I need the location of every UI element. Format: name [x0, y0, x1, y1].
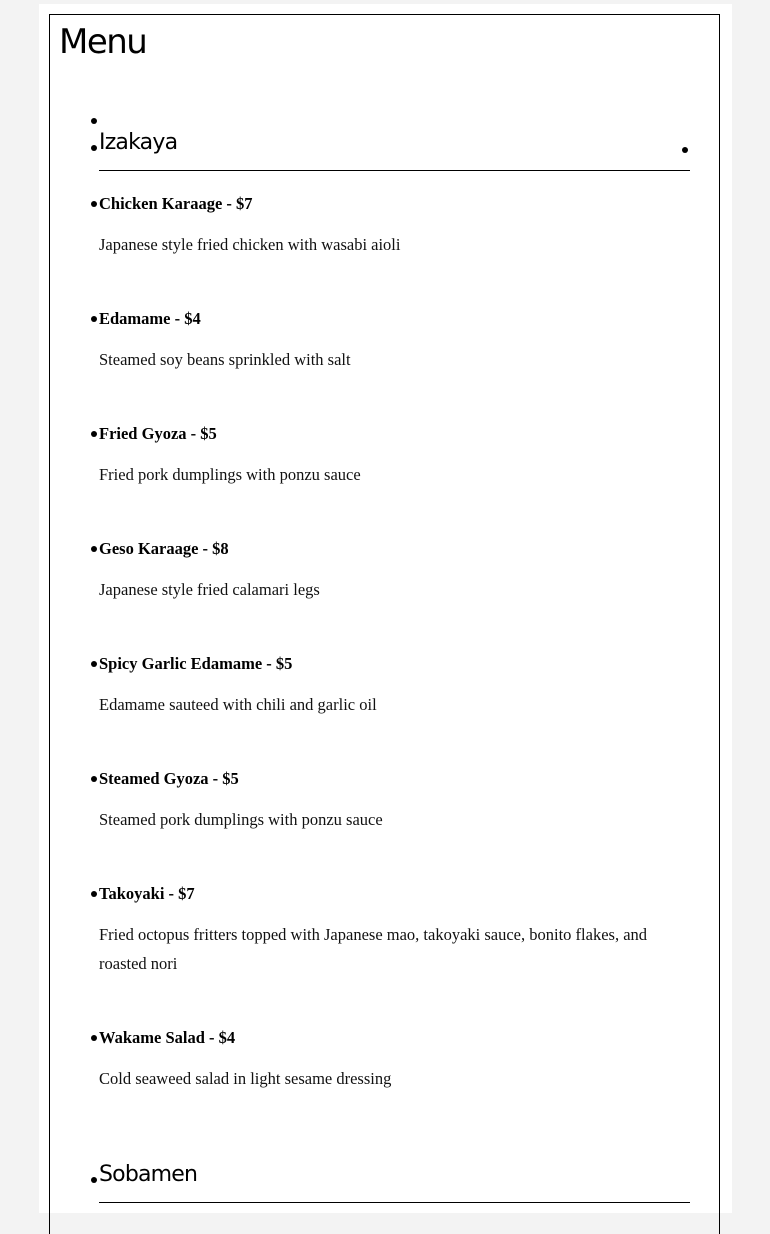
menu-item-description: Fried octopus fritters topped with Japanese mao, takoyaki sauce, bonito flakes, and roasted nori [99, 925, 648, 973]
menu-page [39, 4, 732, 1213]
menu-item-description: Japanese style fried chicken with wasabi aioli [99, 235, 401, 254]
menu-item-title: Fried Gyoza - $5 [99, 424, 217, 443]
item-bullet [91, 776, 97, 782]
section-bullet [91, 145, 97, 151]
page-title: Menu [59, 22, 147, 62]
menu-item-description: Edamame sauteed with chili and garlic oil [99, 695, 377, 714]
menu-item-description: Fried pork dumplings with ponzu sauce [99, 465, 361, 484]
item-bullet [91, 201, 97, 207]
section-bullet [91, 1177, 97, 1183]
menu-item-description: Japanese style fried calamari legs [99, 580, 320, 599]
menu-item-title: Steamed Gyoza - $5 [99, 769, 239, 788]
menu-item-title: Edamame - $4 [99, 309, 201, 328]
menu-item-title: Geso Karaage - $8 [99, 539, 229, 558]
item-bullet [91, 431, 97, 437]
menu-item-description: Steamed pork dumplings with ponzu sauce [99, 810, 383, 829]
item-bullet [91, 891, 97, 897]
item-bullet [91, 546, 97, 552]
item-bullet [91, 661, 97, 667]
menu-item-title: Spicy Garlic Edamame - $5 [99, 654, 293, 673]
stray-bullet [682, 147, 688, 153]
menu-item-title: Wakame Salad - $4 [99, 1028, 236, 1047]
menu-item-title: Takoyaki - $7 [99, 884, 195, 903]
section-title-izakaya: Izakaya [99, 130, 178, 155]
empty-list-bullet [91, 118, 97, 124]
section-title-sobamen: Sobamen [99, 1162, 198, 1187]
item-bullet [91, 1035, 97, 1041]
section-divider [99, 170, 690, 171]
item-bullet [91, 316, 97, 322]
menu-item-title: Chicken Karaage - $7 [99, 194, 253, 213]
section-divider [99, 1202, 690, 1203]
menu-item-description: Steamed soy beans sprinkled with salt [99, 350, 351, 369]
menu-item-description: Cold seaweed salad in light sesame dressing [99, 1069, 392, 1088]
